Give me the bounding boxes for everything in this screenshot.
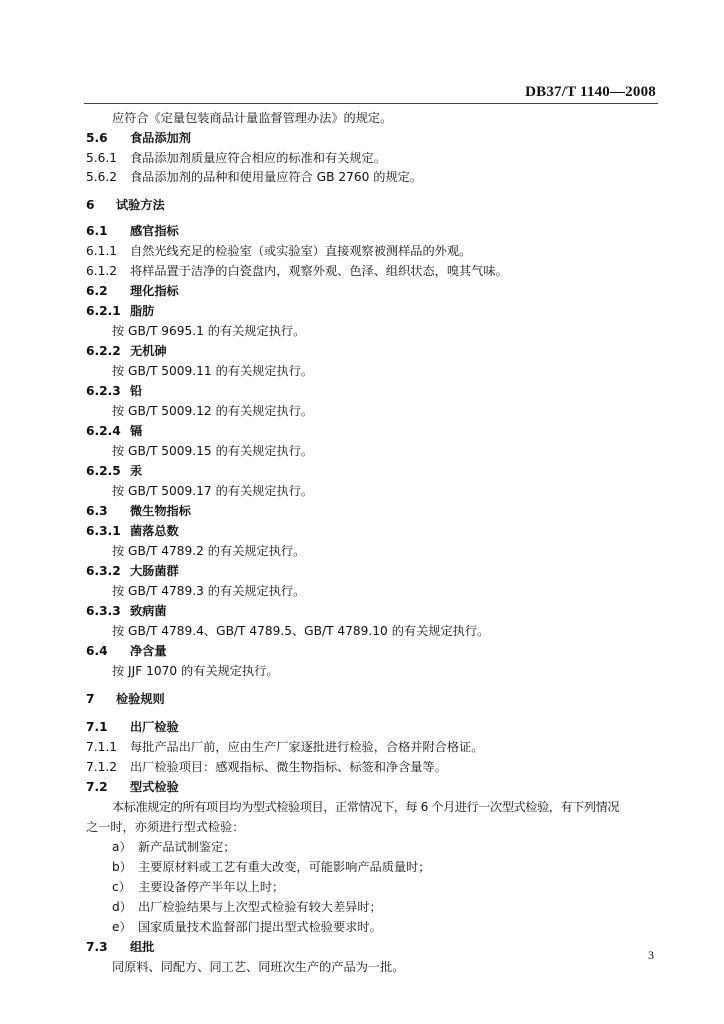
line-heading [86, 522, 664, 540]
line-text-indent: 按 GB/T 9695.1 的有关规定执行。 [112, 324, 306, 338]
line-text-indent: 按 GB/T 5009.11 的有关规定执行。 [112, 364, 314, 378]
clause-title: 型式检验 [130, 780, 179, 794]
line-heading [86, 778, 664, 796]
clause-number: 7.1 [86, 720, 108, 734]
clause-number: 5.6.1 [86, 151, 118, 165]
line-heading [86, 502, 664, 520]
clause-number: 5.6.2 [86, 170, 118, 184]
line-heading [86, 938, 664, 956]
clause-number: 6.1 [86, 224, 108, 238]
list-marker: a） [112, 840, 132, 854]
list-item-text: 出厂检验结果与上次型式检验有较大差异时； [138, 900, 382, 914]
line-clause [86, 262, 664, 280]
clause-title: 感官指标 [130, 224, 179, 238]
clause-number: 7.1.2 [86, 760, 118, 774]
clause-number: 7.1.1 [86, 740, 118, 754]
line-heading [86, 129, 664, 147]
line-text-indent: 应符合《定量包装商品计量监督管理办法》的规定。 [112, 111, 393, 125]
list-marker: e） [112, 920, 132, 934]
clause-title: 出厂检验 [130, 720, 179, 734]
line-text-indent: 按 GB/T 4789.2 的有关规定执行。 [112, 544, 306, 558]
clause-text: 每批产品出厂前，应由生产厂家逐批进行检验，合格并附合格证。 [130, 740, 484, 754]
clause-number: 6.2.5 [86, 464, 121, 478]
clause-number: 7.2 [86, 780, 108, 794]
line-text-indent: 按 GB/T 5009.17 的有关规定执行。 [112, 484, 314, 498]
line-section [86, 690, 664, 708]
clause-title: 试验方法 [116, 198, 165, 212]
line-heading [86, 462, 664, 480]
line-text-indent: 按 GB/T 5009.15 的有关规定执行。 [112, 444, 314, 458]
page-number: 3 [648, 948, 654, 962]
line-heading [86, 302, 664, 320]
clause-title: 镉 [130, 424, 143, 438]
clause-title: 微生物指标 [130, 504, 191, 518]
line-heading [86, 222, 664, 240]
clause-title: 致病菌 [130, 604, 167, 618]
clause-number: 6.2 [86, 284, 108, 298]
line-heading [86, 718, 664, 736]
clause-number: 6.2.2 [86, 344, 121, 358]
line-clause [86, 738, 664, 756]
line-heading [86, 342, 664, 360]
clause-number: 6.1.1 [86, 244, 118, 258]
clause-number: 6.3 [86, 504, 108, 518]
line-text-indent: 同原料、同配方、同工艺、同班次生产的产品为一批。 [112, 960, 405, 974]
clause-title: 大肠菌群 [130, 564, 179, 578]
line-text-indent: 按 JJF 1070 的有关规定执行。 [112, 664, 279, 678]
clause-text: 食品添加剂的品种和使用量应符合 GB 2760 的规定。 [130, 170, 423, 184]
line-text-indent: 按 GB/T 4789.4、GB/T 4789.5、GB/T 4789.10 的有关规定执行。 [112, 624, 490, 638]
clause-number: 6.1.2 [86, 264, 118, 278]
line-list [112, 858, 664, 876]
clause-title: 食品添加剂 [130, 131, 191, 145]
header-rule [84, 103, 658, 104]
clause-number: 6.3.3 [86, 604, 121, 618]
line-heading [86, 382, 664, 400]
line-section [86, 196, 664, 214]
line-para-cont: 之一时，亦须进行型式检验： [86, 820, 245, 834]
list-item-text: 主要原材料或工艺有重大改变，可能影响产品质量时； [138, 860, 431, 874]
line-text-indent: 按 GB/T 4789.3 的有关规定执行。 [112, 584, 306, 598]
clause-number: 6.2.1 [86, 304, 121, 318]
list-item-text: 新产品试制鉴定； [138, 840, 236, 854]
clause-title: 无机砷 [130, 344, 167, 358]
line-list [112, 878, 664, 896]
clause-title: 脂肪 [130, 304, 155, 318]
clause-title: 菌落总数 [130, 524, 179, 538]
line-clause [86, 758, 664, 776]
line-list [112, 918, 664, 936]
clause-title: 汞 [130, 464, 143, 478]
line-clause [86, 168, 664, 186]
clause-title: 组批 [130, 940, 155, 954]
list-item-text: 国家质量技术监督部门提出型式检验要求时。 [138, 920, 382, 934]
line-text-indent: 按 GB/T 5009.12 的有关规定执行。 [112, 404, 314, 418]
clause-number: 6 [86, 198, 95, 212]
clause-number: 7.3 [86, 940, 108, 954]
line-heading [86, 642, 664, 660]
clause-text: 自然光线充足的检验室（或实验室）直接观察被测样品的外观。 [130, 244, 472, 258]
clause-number: 6.3.2 [86, 564, 121, 578]
clause-text: 食品添加剂质量应符合相应的标准和有关规定。 [130, 151, 386, 165]
clause-number: 7 [86, 692, 95, 706]
line-clause [86, 242, 664, 260]
clause-number: 6.2.3 [86, 384, 121, 398]
list-marker: c） [112, 880, 131, 894]
clause-number: 6.4 [86, 644, 108, 658]
clause-title: 净含量 [130, 644, 167, 658]
clause-number: 5.6 [86, 131, 108, 145]
document-code: DB37/T 1140—2008 [525, 84, 656, 100]
clause-number: 6.2.4 [86, 424, 121, 438]
line-para-first: 本标准规定的所有项目均为型式检验项目，正常情况下，每 6 个月进行一次型式检验，有下列情况 [112, 800, 620, 814]
list-marker: d） [112, 900, 132, 914]
clause-text: 出厂检验项目：感观指标、微生物指标、标签和净含量等。 [130, 760, 447, 774]
clause-text: 将样品置于洁净的白瓷盘内，观察外观、色泽、组织状态，嗅其气味。 [130, 264, 508, 278]
line-heading [86, 282, 664, 300]
clause-number: 6.3.1 [86, 524, 121, 538]
clause-title: 理化指标 [130, 284, 179, 298]
clause-title: 铅 [130, 384, 143, 398]
list-item-text: 主要设备停产半年以上时； [138, 880, 285, 894]
line-list [112, 838, 664, 856]
list-marker: b） [112, 860, 132, 874]
clause-title: 检验规则 [116, 692, 165, 706]
line-list [112, 898, 664, 916]
line-heading [86, 602, 664, 620]
line-clause [86, 149, 664, 167]
line-heading [86, 562, 664, 580]
line-heading [86, 422, 664, 440]
